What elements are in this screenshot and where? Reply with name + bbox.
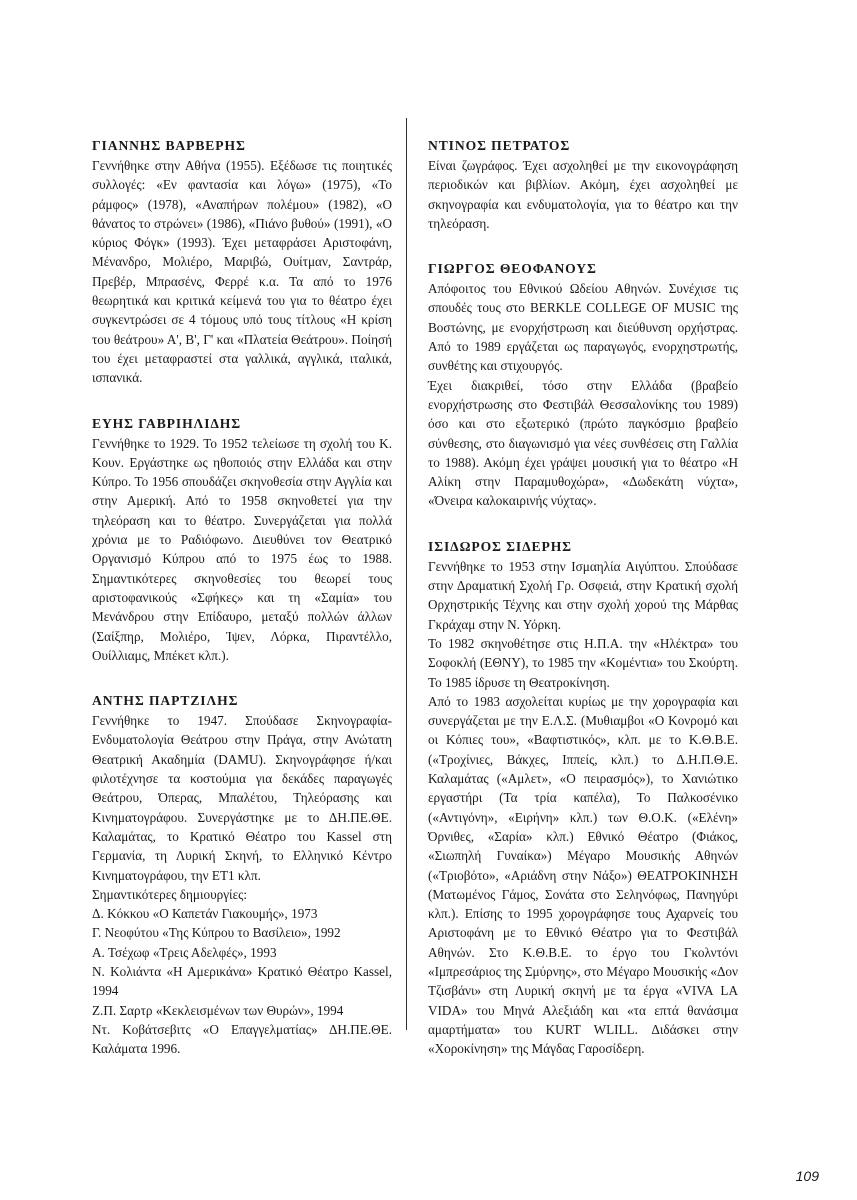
work-item: Α. Τσέχωφ «Τρεις Αδελφές», 1993 [92, 944, 277, 960]
bio-text: Από το 1983 ασχολείται κυρίως με την χορογραφία και συνεργάζεται με την Ε.Λ.Σ. (Μυθιαμβοι «Ο Κονρομό και οι Κόπιες του», «Βαφτιστικός», κλπ. με το Κ.Θ.Β.Ε. («Τροχίνιες, Βάκχες, Ιππείς, κλπ.) το Δ.Η.Π.Θ.Ε. Καλαμάτας («Αμλετ», «Ο πειρασμός»), το Χανιώτικο εργαστήρι (Τα τρία καπέλα), Το Παλκοσένικο («Αντιγόνη», «Ειρήνη» κλπ.) των Θ.Ο.Κ. («Ελένη» Όρνιθες, «Σαρία» κλπ.) Εθνικό Θέατρο (Φιάκος, «Σιωπηλή Γυναίκα») Μέγαρο Μουσικής Αθηνών («Τριοβότο», «Αριάδνη στην Νάξο») ΘΕΑΤΡΟΚΙΝΗΣΗ (Ματωμένος Γάμος, Σονάτα στο Σεληνόφως, Πανηγύρι κλπ.). Επίσης το 1995 χορογράφησε τους Αχαρνείς του Αριστοφάνη με το Εθνικό Θέατρο για το Φεστιβάλ Αθηνών. Στο Κ.Θ.Β.Ε. το έργο του Γκολντόνι «Ιμπρεσάριος της Σμύρνης», στο Μέγαρο Μουσικής «Δον Τζισβάνι» στη Λυρική σκηνή με τα έργα «VIVA LA VIDA» του Μηνά Αλεξιάδη και «τα επτά θανάσιμα αμαρτήματα» του KURT WLILL. Διδάσκει στην «Χοροκίνηση» της Μάγδας Γαροσίδερη. [428, 693, 738, 1057]
bio-text: Είναι ζωγράφος. Έχει ασχοληθεί με την εικονογράφηση περιοδικών και βιβλίων. Ακόμη, έχει ασχοληθεί με σκηνογραφία και ενδυματολογία, για το θέατρο και την τηλεόραση. [428, 158, 738, 231]
bio-text: Γεννήθηκε το 1953 στην Ισμαηλία Αιγύπτου. Σπούδασε στην Δραματική Σχολή Γρ. Οσφειά, στην Κρατική σχολή Ορχηστρικής Τέχνης και στην σχολή χορού της Μάρθας Γκράχαμ στην Ν. Υόρκη. [428, 558, 738, 632]
bio-name: ΙΣΙΔΩΡΟΣ ΣΙΔΕΡΗΣ [428, 538, 572, 554]
work-item: Ν. Κολιάντα «Η Αμερικάνα» Κρατικό Θέατρο Kassel, 1994 [92, 963, 392, 999]
column-divider [406, 118, 407, 1030]
right-column [428, 136, 738, 1084]
bio-eyis-gavriilidis [92, 414, 392, 666]
bio-isidoros-sideris [428, 537, 738, 1059]
works-heading: Σημαντικότερες δημιουργίες: [92, 886, 248, 902]
works-list [92, 904, 392, 1058]
bio-giorgos-theofanous [428, 259, 738, 511]
bio-name: ΕΥΗΣ ΓΑΒΡΙΗΛΙΔΗΣ [92, 415, 242, 431]
bio-text: Γεννήθηκε στην Αθήνα (1955). Εξέδωσε τις ποιητικές συλλογές: «Εν φαντασία και λόγω» (1975), «Το ράμφος» (1978), «Αναπήρων πολέμου» (1982), «Ο θάνατος το στρώνει» (1986), «Πιάνο βυθού» (1991), «Ο κύριος Φόγκ» (1993). Έχει μεταφράσει Αριστοφάνη, Μένανδρο, Μολιέρο, Μαριβώ, Ουίτμαν, Σαντράρ, Πρεβέρ, Μπρασένς, Φερρέ κ.α. Τα από το 1976 θεωρητικά και κριτικά κείμενά του για το θέατρο έχει συγκεντρώσει σε 4 τόμους υπό τους τίτλους «Η κρίση του θεάτρου» Α', Β', Γ' και «Πλατεία Θεάτρου». Ποίησή του έχει μεταφραστεί στα γαλλικά, αγγλικά, ιταλικά, ισπανικά. [92, 158, 392, 386]
work-item: Γ. Νεοφύτου «Της Κύπρου το Βασίλειο», 1992 [92, 925, 341, 941]
bio-giannis-varveris [92, 136, 392, 388]
bio-name: ΝΤΙΝΟΣ ΠΕΤΡΑΤΟΣ [428, 138, 571, 153]
bio-text: Το 1982 σκηνοθέτησε στις Η.Π.Α. την «Ηλέκτρα» του Σοφοκλή (ΕΘΝΥ), το 1985 την «Κομέντια» του Σκούρτη. Το 1985 ίδρυσε τη Θεατροκίνηση. [428, 635, 738, 690]
bio-text: Απόφοιτος του Εθνικού Ωδείου Αθηνών. Συνέχισε τις σπουδές τους στο BERKLE COLLEGE OF MUSIC της Βοστώνης, με ενορχήστρωση και διεύθυνση ορχήστρας. Από το 1989 εργάζεται ως παραγωγός, ενορχηστρωτής, συνθέτης και στιχουργός. [428, 281, 738, 374]
bio-antis-partzilis [92, 691, 392, 1058]
left-column [92, 136, 392, 1084]
page-number: 109 [795, 1168, 819, 1184]
bio-ntinos-petratos [428, 136, 738, 233]
work-item: Ντ. Κοβάτσεβιτς «Ο Επαγγελματίας» ΔΗ.ΠΕ.ΘΕ. Καλάματα 1996. [92, 1021, 392, 1057]
bio-text: Γεννήθηκε το 1929. Το 1952 τελείωσε τη σχολή του Κ. Κουν. Εργάστηκε ως ηθοποιός στην Ελλάδα και στην Κύπρο. Το 1956 σπουδάζει σκηνοθεσία στην Αγγλία και στην Αμερική. Από το 1958 σκηνοθετεί για την τηλεόραση και το θέατρο. Συνεργάζεται για πολλά χρόνια με το Ραδιόφωνο. Διευθύνει τον Θεατρικό Οργανισμό Κύπρου από το 1975 έως το 1988. Σημαντικότερες σκηνοθεσίες του θεωρεί τους αριστοφανικούς «Σφήκες» και τη «Σαμία» του Μενάνδρου στην Επίδαυρο, μεταξύ πολλών άλλων (Σαίξπηρ, Μολιέρο, Ίψεν, Λόρκα, Πιραντέλλο, Ουίλλιαμς, Μπέκετ κλπ.). [92, 435, 392, 663]
bio-text: Έχει διακριθεί, τόσο στην Ελλάδα (βραβείο ενορχήστρωσης στο Φεστιβάλ Θεσσαλονίκης του 1989) όσο και στο εξωτερικό (πρώτο παγκόσμιο βραβείο σύνθεσης, στο διαγωνισμό για νέες συνθέσεις στη Γαλλία το 1988). Ακόμη έχει γράψει μουσική για το θέατρο «Η Αλίκη στην Παραμυθοχώρα», «Δωδεκάτη νύχτα», «Όνειρα καλοκαιρινής νύχτας». [428, 377, 738, 509]
bio-name: ΓΙΑΝΝΗΣ ΒΑΡΒΕΡΗΣ [92, 138, 246, 153]
bio-text: Γεννήθηκε το 1947. Σπούδασε Σκηνογραφία-Ενδυματολογία Θεάτρου στην Πράγα, στην Ανώτατη Θεατρική Ακαδημία (DAMU). Σκηνογράφησε ή/και φιλοτέχνησε τα κοστούμια για δεκάδες παραγωγές Θεάτρου, Όπερας, Μπαλέτου, Τηλεόρασης και Κινηματογράφου. Συνεργάστηκε με το ΔΗ.ΠΕ.ΘΕ. Καλαμάτας, το Κρατικό Θέατρο του Kassel στη Γερμανία, τη Λυρική Σκηνή, το Ελληνικό Κέντρο Κινηματογράφου, την ΕΤ1 κλπ. [92, 713, 392, 883]
work-item: Ζ.Π. Σαρτρ «Κεκλεισμένων των Θυρών», 1994 [92, 1002, 344, 1018]
work-item: Δ. Κόκκου «Ο Καπετάν Γιακουμής», 1973 [92, 906, 318, 922]
bio-name: ΑΝΤΗΣ ΠΑΡΤΖΙΛΗΣ [92, 693, 239, 709]
bio-name: ΓΙΩΡΓΟΣ ΘΕΟΦΑΝΟΥΣ [428, 261, 597, 277]
